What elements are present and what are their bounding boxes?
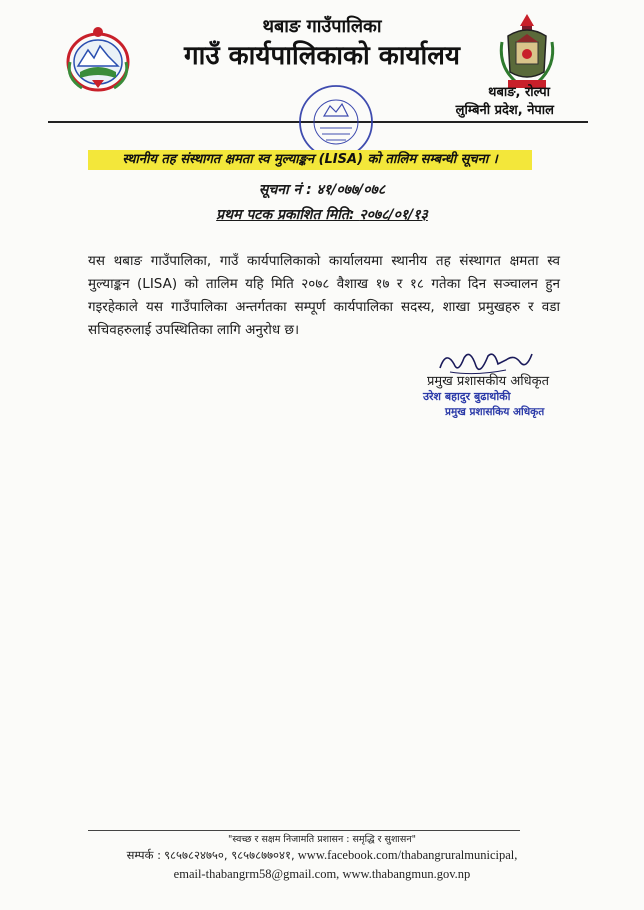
- notice-title: स्थानीय तह संस्थागत क्षमता स्व मुल्याङ्कन (LISA) को तालिम सम्बन्धी सूचना ।: [88, 150, 532, 170]
- signatory-stamp-role: प्रमुख प्रशासकिय अधिकृत: [445, 406, 545, 418]
- reference-label: सूचना नं :: [258, 182, 312, 198]
- signatory-stamp-name: उरेश बहादुर बुढाथोकी: [423, 390, 511, 403]
- reference-number: ४१/०७७/०७८: [316, 182, 386, 198]
- notice-body: यस थबाङ गाउँपालिका, गाउँ कार्यपालिकाको कार्यालयमा स्थानीय तह संस्थागत क्षमता स्व मुल्याङ्कन (LISA) को तालिम यहि मिति २०७८ वैशाख १७ र १८ गतेका दिन सञ्चालन हुन गइरहेकाले यस गाउँपालिका अन्तर्गतका सम्पूर्ण कार्यपालिका सदस्य, शाखा प्रमुखहरु र वडा सचिवहरुलाई उपस्थितिका लागि अनुरोध छ।: [88, 253, 560, 338]
- office-name: गाउँ कार्यपालिकाको कार्यालय: [184, 41, 460, 71]
- municipality-name: थबाङ गाउँपालिका: [262, 16, 382, 37]
- email-link[interactable]: email-thabangrm58@gmail.com,: [173, 867, 340, 881]
- notice-reference: [0, 180, 644, 199]
- footer-contact-line: [0, 848, 644, 863]
- contact-phones: ९८५७८२४७५०, ९८५७८७७०४१,: [164, 848, 295, 862]
- signatory-role: प्रमुख प्रशासकीय अधिकृत: [427, 374, 550, 389]
- footer-web-line: [0, 867, 644, 882]
- contact-label: सम्पर्क :: [126, 848, 161, 862]
- website-link[interactable]: www.thabangmun.gov.np: [342, 867, 471, 881]
- publish-date: [0, 205, 644, 224]
- footer-divider: [88, 830, 520, 831]
- publish-date-value: २०७८/०१/१३: [359, 207, 428, 223]
- publish-date-label: प्रथम पटक प्रकाशित मिति:: [216, 207, 355, 223]
- footer-motto: "स्वच्छ र सक्षम निजामति प्रशासन : समृद्धि र सुशासन": [228, 834, 416, 845]
- facebook-link[interactable]: www.facebook.com/thabangruralmunicipal,: [297, 848, 518, 862]
- address-province: लुम्बिनी प्रदेश, नेपाल: [455, 103, 554, 118]
- address-district: थबाङ, रोल्पा: [488, 85, 550, 100]
